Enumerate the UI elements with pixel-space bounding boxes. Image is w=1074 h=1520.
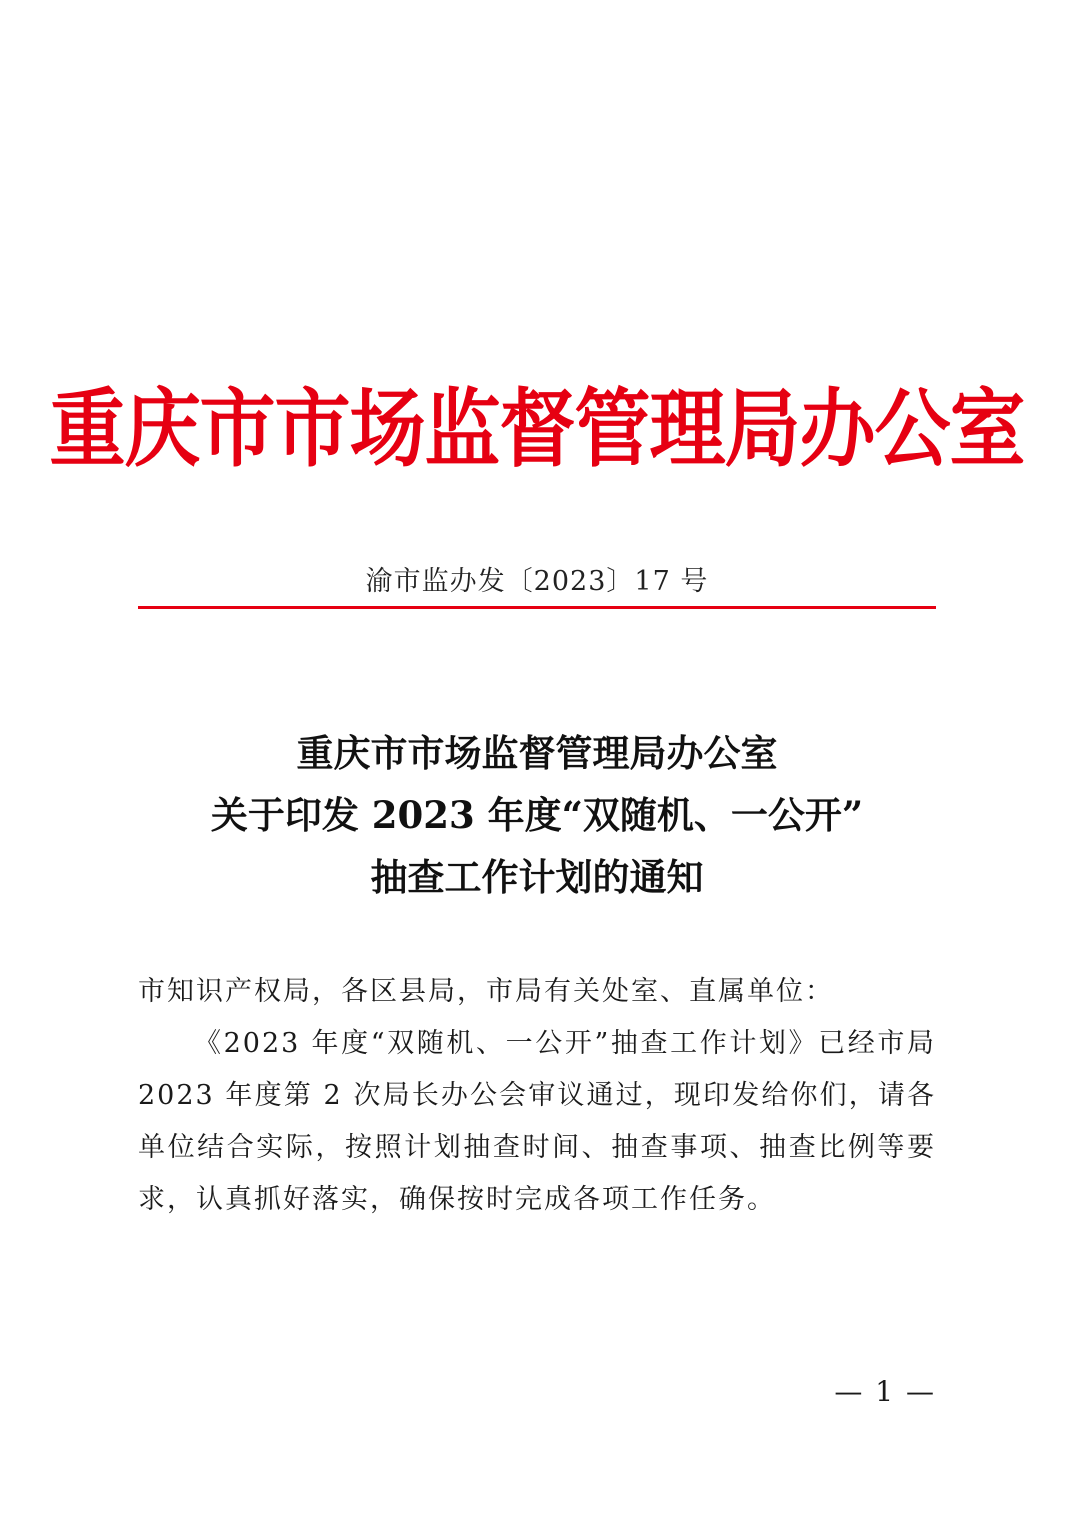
title-line-3: 抽查工作计划的通知 (370, 855, 704, 899)
page-number: — 1 — (834, 1375, 936, 1408)
document-number: 渝市监办发〔2023〕17 号 (365, 566, 709, 597)
title-line-2: 关于印发 2023 年度“双随机、一公开” (210, 793, 864, 837)
body-paragraph: 《2023 年度“双随机、一公开”抽查工作计划》已经市局2023 年度第 2 次局长办公会审议通过，现印发给你们，请各单位结合实际，按照计划抽查时间、抽查事项、抽查比例等要求，认真抓好落实，确保按时完成各项工作任务。 (138, 1028, 936, 1215)
document-title (0, 722, 1074, 908)
title-line-1: 重庆市市场监督管理局办公室 (296, 731, 778, 775)
salutation: 市知识产权局，各区县局，市局有关处室、直属单位： (138, 976, 834, 1007)
issuing-authority-header: 重庆市市场监督管理局办公室 (49, 379, 1025, 479)
red-divider-line (138, 606, 936, 609)
document-body (138, 966, 936, 1226)
